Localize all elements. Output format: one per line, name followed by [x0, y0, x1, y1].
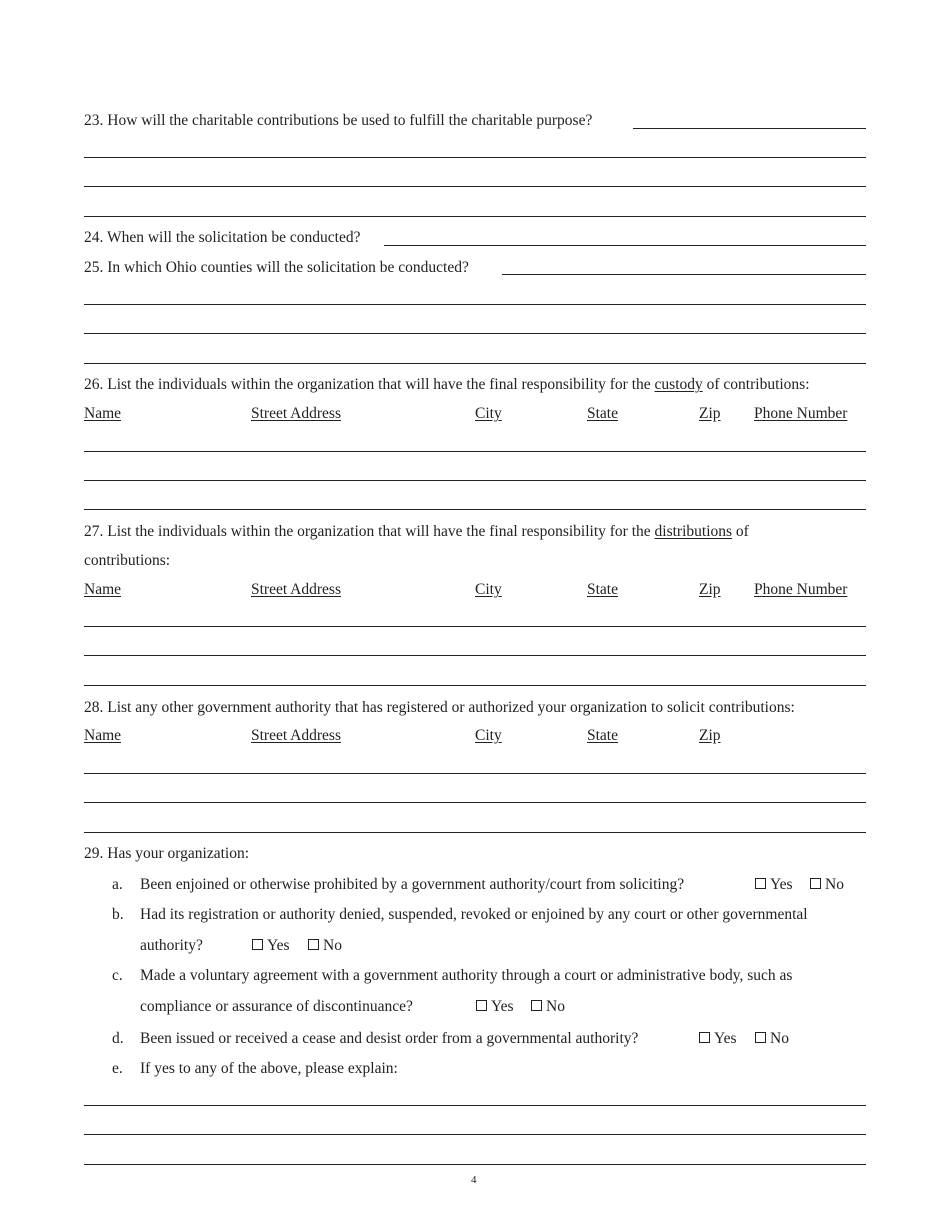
q25-label: 25. In which Ohio counties will the solicitation be conducted? — [84, 259, 469, 276]
checkbox-icon[interactable] — [755, 878, 766, 889]
q26-answer-line[interactable] — [84, 451, 866, 452]
q23-answer-line[interactable] — [84, 216, 866, 217]
q26-col-phone: Phone Number — [754, 405, 848, 422]
q29a-yes-option[interactable]: Yes — [755, 876, 793, 894]
q27-answer-line[interactable] — [84, 626, 866, 627]
q27-col-name: Name — [84, 581, 122, 598]
q24-label: 24. When will the solicitation be conducted? — [84, 229, 361, 246]
q28-answer-line[interactable] — [84, 802, 866, 803]
q27-answer-line[interactable] — [84, 685, 866, 686]
q25-answer-line[interactable] — [84, 363, 866, 364]
q29b-no-option[interactable]: No — [308, 937, 342, 955]
q26-answer-line[interactable] — [84, 509, 866, 510]
q29b-text: Had its registration or authority denied, suspended, revoked or enjoined by any court or other governmental — [140, 906, 808, 923]
checkbox-icon[interactable] — [810, 878, 821, 889]
q23-answer-line[interactable] — [84, 157, 866, 158]
q26-col-street: Street Address — [251, 405, 341, 422]
q29c-no-option[interactable]: No — [531, 998, 565, 1016]
q25-answer-line[interactable] — [84, 333, 866, 334]
q29a-no-option[interactable]: No — [810, 876, 844, 894]
q23-answer-line[interactable] — [84, 186, 866, 187]
q27-col-zip: Zip — [699, 581, 721, 598]
q29b-letter: b. — [112, 906, 124, 923]
q27-col-phone: Phone Number — [754, 581, 848, 598]
q28-label: 28. List any other government authority that has registered or authorized your organization to solicit contributions: — [84, 699, 795, 716]
q29d-letter: d. — [112, 1030, 124, 1047]
checkbox-icon[interactable] — [476, 1000, 487, 1011]
checkbox-icon[interactable] — [252, 939, 263, 950]
q29e-answer-line[interactable] — [84, 1105, 866, 1106]
q28-col-city: City — [475, 727, 502, 744]
checkbox-icon[interactable] — [755, 1032, 766, 1043]
page-number: 4 — [471, 1174, 477, 1186]
q29d-yes-option[interactable]: Yes — [699, 1030, 737, 1048]
q28-col-name: Name — [84, 727, 122, 744]
q23-label: 23. How will the charitable contributions be used to fulfill the charitable purpose? — [84, 112, 593, 129]
q29e-answer-line[interactable] — [84, 1134, 866, 1135]
q27-col-state: State — [587, 581, 618, 598]
q28-col-state: State — [587, 727, 618, 744]
q26-custody-emphasis: custody — [654, 376, 703, 393]
q29d-no-option[interactable]: No — [755, 1030, 789, 1048]
q26-col-name: Name — [84, 405, 122, 422]
q29-label: 29. Has your organization: — [84, 845, 250, 862]
q29c-letter: c. — [112, 967, 123, 984]
q27-col-city: City — [475, 581, 502, 598]
q29b-yes-option[interactable]: Yes — [252, 937, 290, 955]
q27-label: 27. List the individuals within the organization that will have the final responsibility for the distributions of — [84, 523, 749, 540]
q29e-answer-line[interactable] — [84, 1164, 866, 1165]
q29e-letter: e. — [112, 1060, 123, 1077]
q26-col-state: State — [587, 405, 618, 422]
q25-answer-line[interactable] — [84, 304, 866, 305]
q26-label: 26. List the individuals within the organization that will have the final responsibility for the custody of contributions: — [84, 376, 810, 393]
q24-answer-line[interactable] — [384, 245, 866, 246]
q29e-text: If yes to any of the above, please explain: — [140, 1060, 398, 1077]
q27-answer-line[interactable] — [84, 655, 866, 656]
q29a-letter: a. — [112, 876, 123, 893]
q26-col-zip: Zip — [699, 405, 721, 422]
q27-col-street: Street Address — [251, 581, 341, 598]
q29a-text: Been enjoined or otherwise prohibited by a government authority/court from soliciting? — [140, 876, 685, 893]
q25-answer-line[interactable] — [502, 274, 866, 275]
q28-answer-line[interactable] — [84, 773, 866, 774]
q29c-text: Made a voluntary agreement with a government authority through a court or administrative body, such as — [140, 967, 793, 984]
checkbox-icon[interactable] — [699, 1032, 710, 1043]
q26-answer-line[interactable] — [84, 480, 866, 481]
q29d-text: Been issued or received a cease and desist order from a governmental authority? — [140, 1030, 639, 1047]
q26-col-city: City — [475, 405, 502, 422]
q29b-text-cont: authority? — [140, 937, 203, 954]
q29c-text-cont: compliance or assurance of discontinuance? — [140, 998, 413, 1015]
checkbox-icon[interactable] — [531, 1000, 542, 1011]
q28-col-street: Street Address — [251, 727, 341, 744]
q29c-yes-option[interactable]: Yes — [476, 998, 514, 1016]
q28-col-zip: Zip — [699, 727, 721, 744]
q27-distributions-emphasis: distributions — [654, 523, 733, 540]
q28-answer-line[interactable] — [84, 832, 866, 833]
q23-answer-line[interactable] — [633, 128, 866, 129]
checkbox-icon[interactable] — [308, 939, 319, 950]
q27-label-cont: contributions: — [84, 552, 171, 569]
